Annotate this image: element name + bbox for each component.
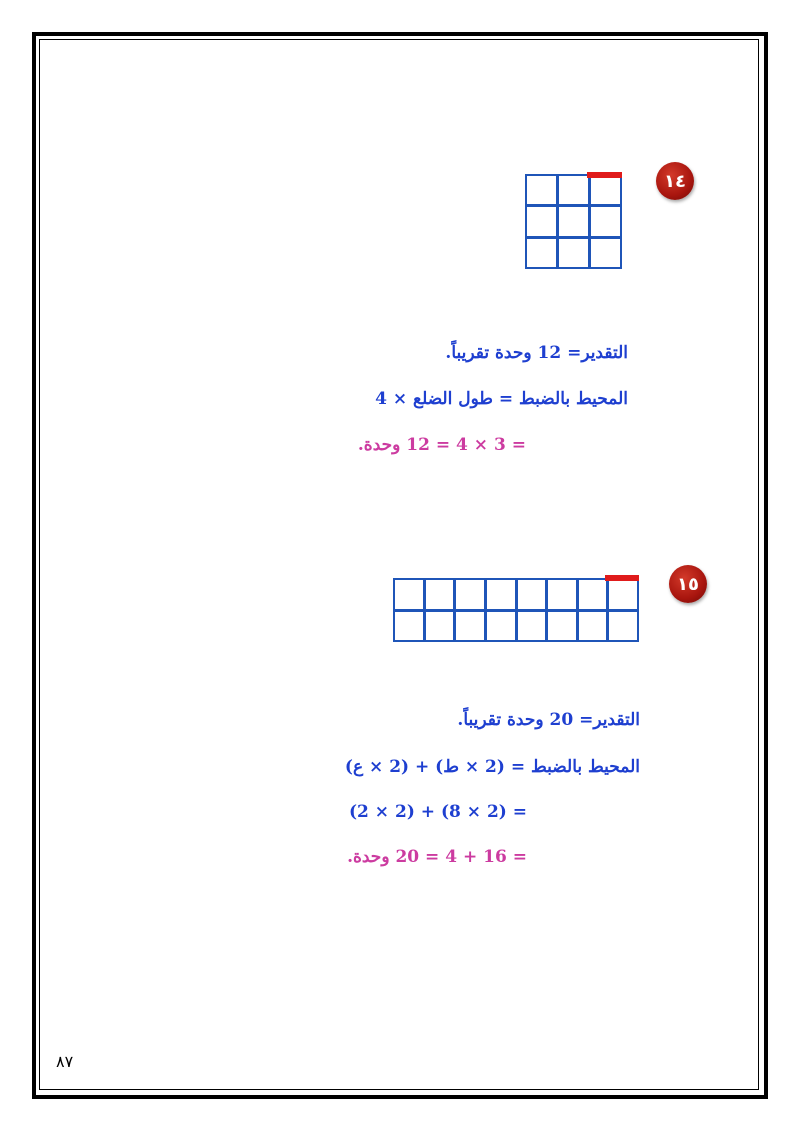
grid-cell — [518, 580, 546, 609]
problem-14-formula: المحيط بالضبط = طول الضلع × 4 — [375, 389, 628, 409]
grid-cell — [559, 176, 588, 204]
grid-cell — [591, 239, 620, 267]
problem-14-square-grid — [525, 174, 622, 269]
problem-15-rectangle-grid — [393, 578, 639, 642]
grid-cell — [527, 207, 556, 235]
grid-cell — [395, 612, 423, 641]
grid-cell — [591, 176, 620, 204]
grid-cell — [548, 612, 576, 641]
grid-cell — [487, 580, 515, 609]
problem-15-formula: المحيط بالضبط = (2 × ط) + (2 × ع) — [344, 757, 640, 777]
grid-cell — [456, 580, 484, 609]
grid-cell — [518, 612, 546, 641]
grid-cell — [548, 580, 576, 609]
grid-cell — [527, 239, 556, 267]
grid-cell — [395, 580, 423, 609]
grid-cell — [609, 612, 637, 641]
grid-cell — [559, 207, 588, 235]
grid-cell — [456, 612, 484, 641]
problem-15-substitution: = (2 × 8) + (2 × 2) — [349, 802, 527, 822]
grid-cell — [487, 612, 515, 641]
grid-cell — [609, 580, 637, 609]
problem-15-unit-marker — [605, 575, 639, 581]
grid-cell — [579, 612, 607, 641]
problem-15-number: ١٥ — [677, 573, 699, 595]
grid-cell — [579, 580, 607, 609]
problem-14-number: ١٤ — [664, 170, 686, 192]
grid-cell — [426, 612, 454, 641]
page-number: ٨٧ — [56, 1052, 74, 1071]
problem-14-result: = 3 × 4 = 12 وحدة. — [357, 435, 526, 455]
problem-15-badge — [669, 565, 707, 603]
problem-14-estimate: التقدير= 12 وحدة تقريباً. — [445, 343, 628, 363]
problem-15-estimate: التقدير= 20 وحدة تقريباً. — [457, 710, 640, 730]
problem-14-badge — [656, 162, 694, 200]
page-border-inner — [39, 39, 759, 1090]
problem-14-unit-marker — [587, 172, 622, 178]
grid-cell — [591, 207, 620, 235]
grid-cell — [559, 239, 588, 267]
problem-15-result: = 16 + 4 = 20 وحدة. — [347, 847, 527, 867]
grid-cell — [426, 580, 454, 609]
grid-cell — [527, 176, 556, 204]
